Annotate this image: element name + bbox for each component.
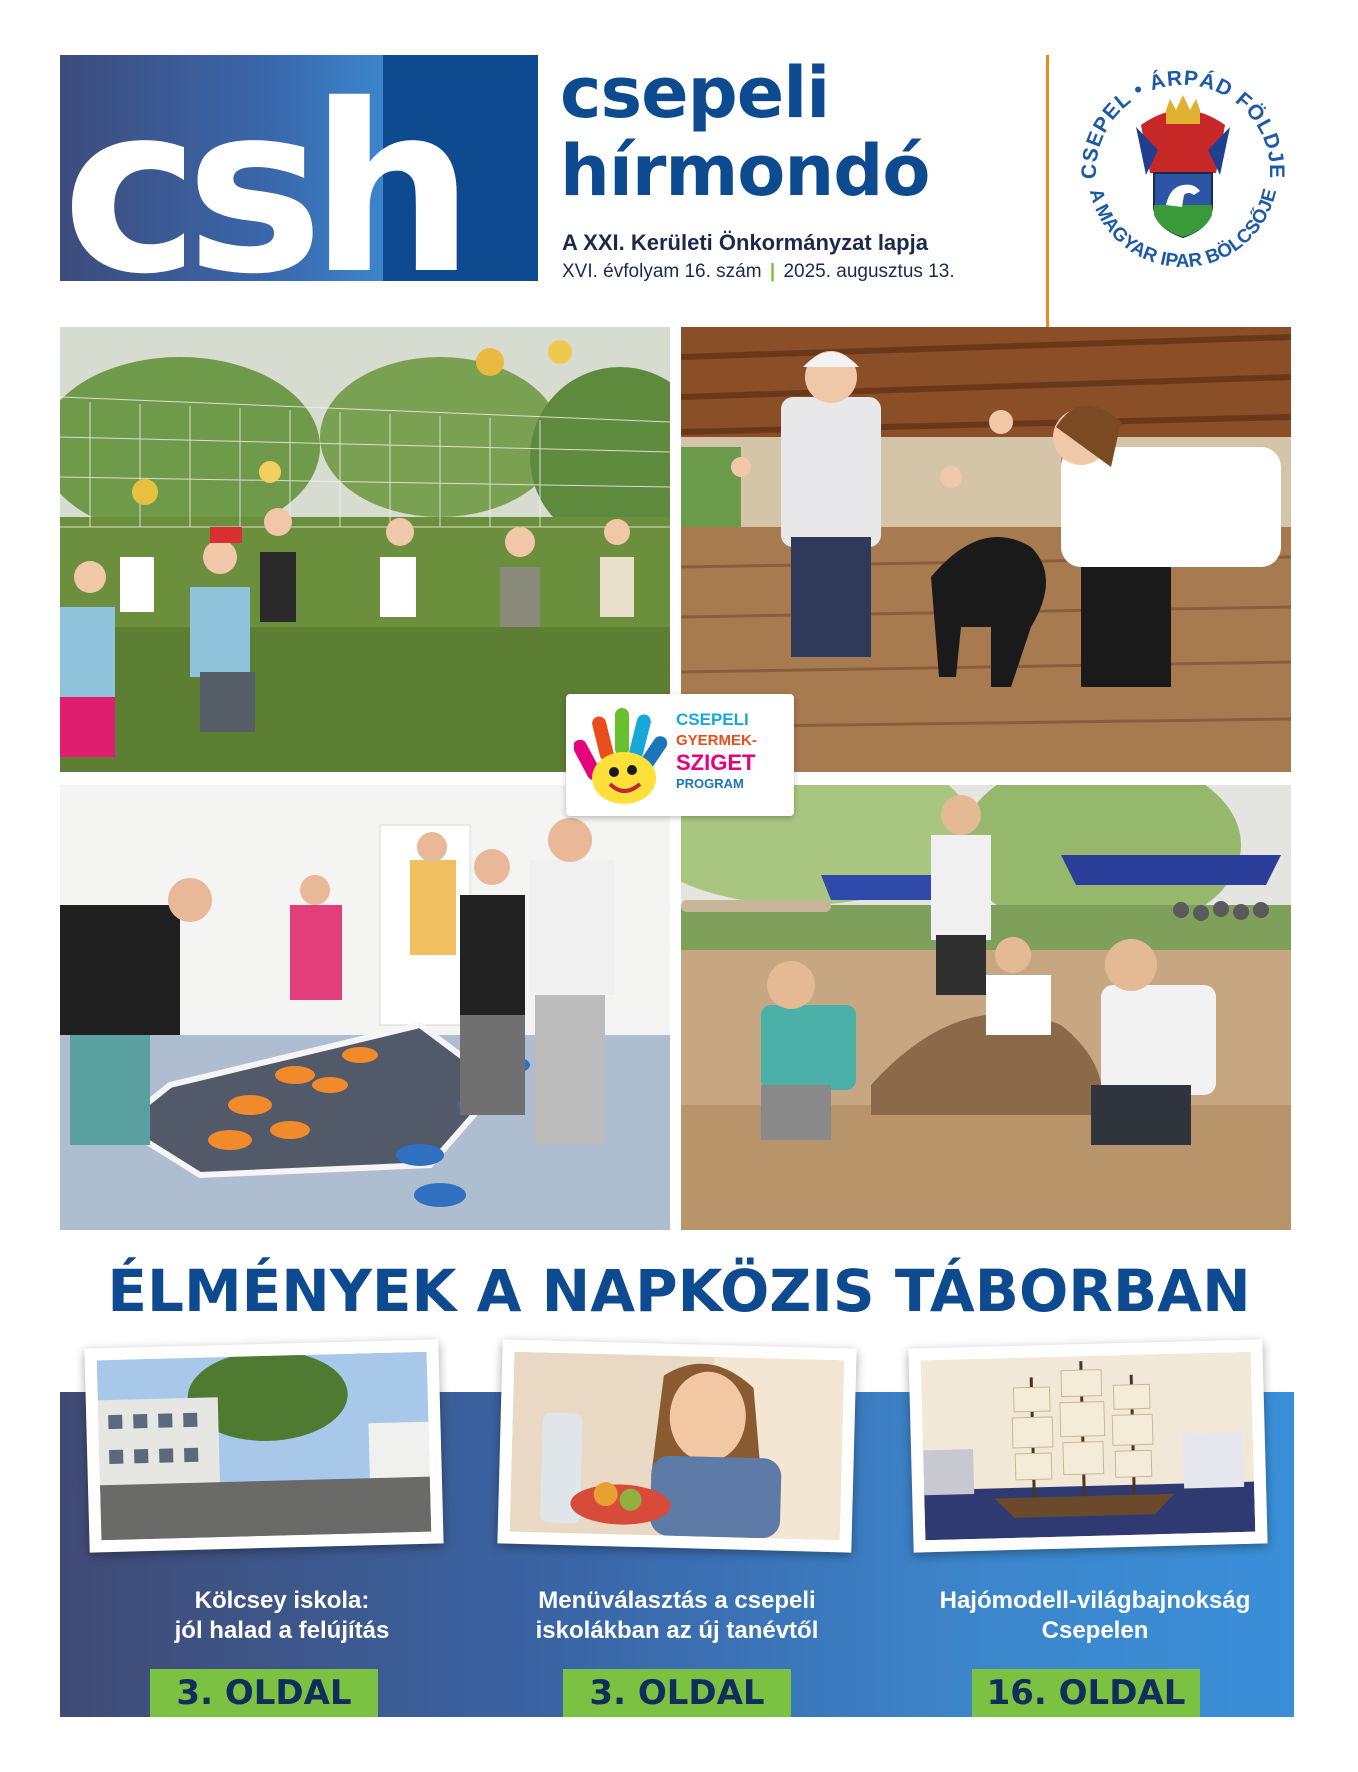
program-logo-line-4: PROGRAM xyxy=(676,776,744,791)
cover-headline: ÉLMÉNYEK A NAPKÖZIS TÁBORBAN xyxy=(107,1257,1251,1325)
page-badge-ship-models[interactable]: 16. OLDAL xyxy=(972,1669,1200,1717)
photo-kids-sandcastle xyxy=(681,785,1291,1230)
crest-ring-text-top: CSEPEL • ÁRPÁD FÖLDJE xyxy=(1077,66,1289,180)
district-crest-seal xyxy=(1066,55,1300,289)
masthead-title-line-1: csepeli xyxy=(560,52,830,134)
teaser-caption-line-2: jól halad a felújítás xyxy=(174,1617,390,1644)
teaser-caption-line-1: Kölcsey iskola: xyxy=(194,1587,370,1614)
masthead-subtitle: A XXI. Kerületi Önkormányzat lapja xyxy=(562,230,928,255)
crest-shield-icon xyxy=(1136,95,1230,237)
colorful-hand-icon xyxy=(574,704,674,808)
program-logo-line-3: SZIGET xyxy=(676,750,756,775)
crest-ring-text-bottom: A MAGYAR IPAR BÖLCSŐJE xyxy=(1084,186,1282,273)
photo-board-game-room xyxy=(60,785,670,1230)
masthead-title-line-2: hírmondó xyxy=(560,130,930,212)
teaser-caption-line-2: Csepelen xyxy=(1041,1617,1149,1644)
teaser-caption-ship-models xyxy=(905,1586,1285,1646)
program-logo-line-2: GYERMEK- xyxy=(676,732,757,749)
teaser-caption-school xyxy=(92,1586,472,1646)
issue-date: 2025. augusztus 13. xyxy=(783,261,955,282)
logo-letters: csh xyxy=(62,55,461,281)
teaser-caption-line-1: Menüválasztás a csepeli xyxy=(538,1587,816,1614)
teaser-photo-ship-models[interactable] xyxy=(908,1339,1267,1552)
teaser-photo-girl-lunch[interactable] xyxy=(497,1339,856,1552)
page-badge-school[interactable]: 3. OLDAL xyxy=(150,1669,378,1717)
teaser-caption-line-1: Hajómodell-világbajnokság xyxy=(939,1587,1251,1614)
issue-volume: XVI. évfolyam 16. szám xyxy=(562,261,762,282)
program-logo-line-1: CSEPELI xyxy=(676,710,749,729)
masthead-divider xyxy=(1046,55,1049,331)
gyermeksziget-program-logo xyxy=(566,694,794,816)
teaser-photo-school[interactable] xyxy=(84,1339,443,1552)
teaser-caption-menu xyxy=(487,1586,867,1646)
issue-info xyxy=(562,261,955,283)
issue-separator: | xyxy=(769,261,776,282)
teaser-caption-line-2: iskolákban az új tanévtől xyxy=(535,1617,819,1644)
page-badge-menu[interactable]: 3. OLDAL xyxy=(563,1669,791,1717)
masthead-logo xyxy=(60,55,538,281)
